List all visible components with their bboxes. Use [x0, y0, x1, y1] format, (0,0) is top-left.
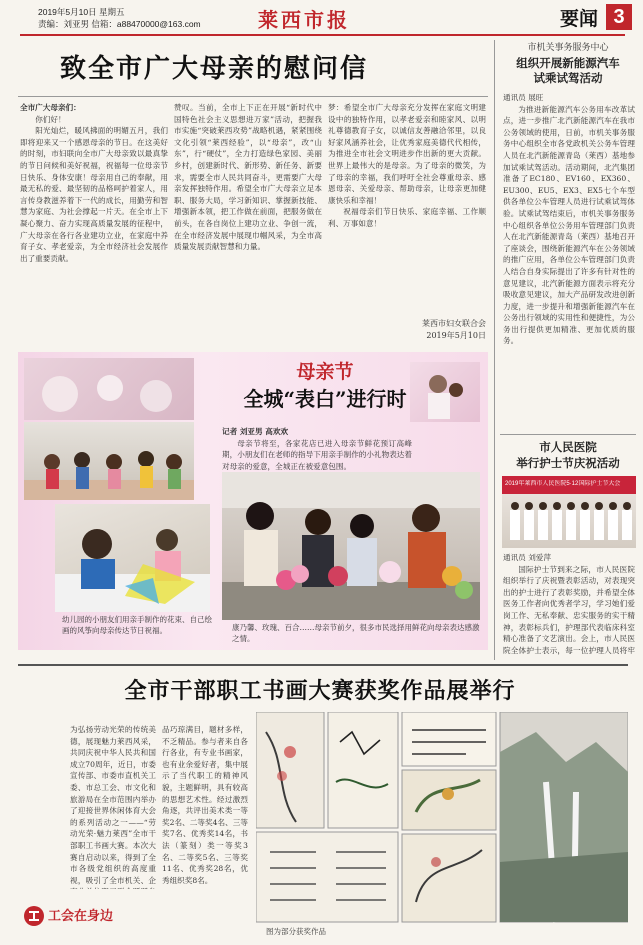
right-photo-caption: 康乃馨、玫瑰、百合……母亲节前夕，很多市民选择用鲜花向母亲表达感激之情。	[232, 623, 480, 643]
main-headline: 致全市广大母亲的慰问信	[60, 54, 369, 84]
greeting: 全市广大母亲们：	[20, 103, 81, 112]
feature-intro	[222, 426, 412, 472]
feature-title-line2: 全城“表白”进行时	[243, 387, 407, 411]
signature-date: 2019年5月10日	[426, 331, 486, 340]
sidebar-bottom-article	[503, 552, 635, 657]
feature-title-line1: 母亲节	[296, 361, 354, 383]
page-number: 3	[606, 4, 632, 30]
sidebar-top-subhead: 市机关事务服务中心	[527, 43, 609, 53]
sidebar-top-reporter: 通讯员 展旺	[503, 93, 544, 102]
nurses-photo-art	[502, 476, 636, 548]
union-logo-mark	[24, 906, 44, 926]
sidebar-top-article	[503, 92, 635, 432]
sidebar-top-body: 为推进新能源汽车公务用车改革试点，进一步推广北汽新能源汽车在我市公务领域的使用，日前，市机关事务服务中心组织全市各党政机关公务车管理人员在北汽新能源青岛（莱西）基地参加试乘试驾活动。活动期间，北汽集团准备了EC180、EV160、EX360、EU300、EU5、EX3、EX5七个车型供各单位公车管理人员进行试乘试驾体验。试乘试驾结束后，市机关事务服务中心组织各单位公务用车管理部门负责人在北汽新能源青岛（莱西）基地召开了座谈会，围绕新能源汽车在公务领域的推广应用，各单位公车管理部门负责人结合自身实际提出了许多有针对性的意见建议，北汽新能源方面表示将充分吸收意见建议，加大产品研发改进创新力度，进一步提升和增强新能源汽车在公务出行领域的实用性和便捷性，为公务出行提供更加精准、更加优质的服务。	[503, 104, 635, 346]
kids-crafting-art	[55, 504, 210, 612]
masthead-rule	[20, 34, 625, 36]
sidebar-bottom-body: 国际护士节到来之际，市人民医院组织举行了庆祝暨表彰活动，对表现突出的护士进行了表彰奖励，并希望全体医务工作者向优秀者学习，学习她们爱岗工作、无私奉献、忠实服务的实干精神，表彰标兵们，护理部代表临床科室精心准备了文艺演出。会上，市人民医院全体护士表示，每一位护理人员将牢	[503, 564, 635, 655]
sidebar-bottom-reporter: 通讯员 刘爱萍	[503, 553, 551, 562]
artwork-collage	[256, 712, 628, 924]
masthead-info	[38, 6, 201, 30]
bottom-headline: 全市干部职工书画大赛获奖作品展举行	[124, 678, 516, 704]
masthead	[0, 0, 643, 36]
main-article-col1	[20, 102, 168, 350]
flower-shop-art	[222, 472, 480, 620]
left-photo-caption: 幼儿园的小朋友们用亲手制作的花束、自己绘画的风筝向母亲传达节日祝福。	[62, 615, 212, 635]
nurses-photo	[502, 476, 636, 548]
union-logo-icon	[24, 906, 44, 926]
sidebar-top-title-line2: 试乘试驾活动	[533, 71, 603, 85]
flower-shop-photo	[222, 472, 480, 620]
feature-title-photo-art	[410, 362, 480, 422]
newspaper-logo: 莱西市报	[258, 8, 350, 32]
col3-text: 梦：希望全市广大母亲充分发挥在家庭文明建设中的独特作用，以孝老爱亲和睦家风、以明礼尊德教育子女，以诚信友善融洽邻里，以良好家风涵养社会，让优秀家庭美德代代相传，为推进全市社会文明进步作出新的更大贡献。世界上最伟大的是母亲。为了母亲的微笑，为了母亲的幸福，我们呼吁全社会尊重母亲、感恩母亲、关爱母亲、帮助母亲，让母亲更加健康快乐和幸福！	[328, 103, 486, 205]
bottom-article-col2: 品巧琼满目，题材多样，不乏精品。参与者来自各行各业，有专业书画家，也有业余爱好者，集中展示了当代职工的精神风貌，主题鲜明，具有较高的思想艺术性。经过激烈角逐，共评出美术类一等奖2名、二等奖4名、三等奖7名、优秀奖14名，书法（篆刻）类一等奖3名、二等奖5名、三等奖11名、优秀奖28名，优秀组织奖8名。	[162, 725, 248, 885]
feature-photo-top-left-art	[24, 358, 194, 420]
nurses-photo-banner: 2019年莱西市人民医院5·12国际护士节大会	[505, 481, 621, 487]
bottom-article-col1: 为弘扬劳动光荣的传统美德，展现魅力莱西风采，共同庆祝中华人民共和国成立70周年，近日，市委宣传部、市委市直机关工委、市总工会、市文化和旅游局在全市范围内举办了迎接世界休闲体育大会的系列活动之一——“劳动光荣·魅力莱西”全市干部职工书画大赛。本次大赛自启动以来，得到了全市各级党组织的高度重视，吸引了全市机关、企	[70, 725, 156, 885]
sidebar-bottom-title-line2: 举行护士节庆祝活动	[516, 456, 620, 470]
col1-text: 阳光灿烂，暖风拂面的明媚五月，我们即将迎来又一个感恩母亲的节日。在这美好的时刻，市妇联向全市广大母亲致以最真挚的节日问候和美好祝福，祝福每一位母亲节日快乐、身体安康！母亲用自己的奉献，用最无私的爱、最坚韧的品格呵护着家人，用言传身教滋养着下一代的成长，用勤劳和智慧为家庭、为社会撑起一片天。在全市上下凝心聚力、奋力实现高质量发展的征程中，广大母亲在各行各业建功立业，在家庭中养育子女、孝老爱亲，为全市经济社会发展作出了重要贡献。	[20, 126, 168, 263]
section-title: 要闻	[560, 8, 599, 30]
signature-block	[328, 318, 486, 342]
feature-intro-text: 母亲节将至，各家花店已进入母亲节鲜花预订高峰期，小朋友们在老师的指导下用亲手制作的小礼物表达着对母亲的爱意，全城正在被爱意包围。	[222, 438, 412, 471]
main-headline-rule	[18, 96, 488, 97]
footer-slogan: 工会在身边	[48, 909, 114, 924]
greeting2: 你们好！	[35, 114, 66, 124]
artwork-caption: 图为部分获奖作品	[266, 927, 326, 936]
main-article-col3	[328, 102, 486, 312]
main-article-col2: 赞叹。当前，全市上下正在开展“新时代中国特色社会主义思想进万家”活动，把握我市实施“突破莱西攻势”战略机遇，紧紧围绕文化引领“莱西经验”，以“母亲”，改“山东”，行“硬仗”，全力打造绿色家园、美丽乡村，创建新时代、新形势、新任务、新要求，需要全市人民共同奋斗，更需要广大母亲发挥独特作用。希望全市广大母亲立足本职、服务大局，学习新知识、掌握新技能、增强新本领，把工作做在前面，把服务做在前头，在各自岗位上建功立业、争创一流，在全市经济发展中展现巾帼风采，为全市高质量发展贡献智慧和力量。	[174, 103, 322, 252]
editor-line: 责编：刘亚男 信箱：a88470000@163.com	[38, 19, 201, 29]
closing-text: 祝福母亲们节日快乐、家庭幸福、工作顺利、万事如意！	[328, 207, 486, 228]
date-line: 2019年5月10日 星期五	[38, 7, 125, 17]
column-divider	[494, 40, 495, 660]
kids-crafting-photo	[55, 504, 210, 612]
bottom-section-rule	[18, 664, 628, 666]
feature-reporter: 记者 刘亚男 高欢欢	[222, 427, 289, 436]
feature-title-photo	[410, 362, 480, 422]
signature: 莱西市妇女联合会	[422, 319, 486, 328]
sidebar-bottom-title-line1: 市人民医院	[539, 440, 597, 454]
sidebar-divider	[500, 434, 636, 435]
artwork-collage-art	[256, 712, 628, 924]
feature-photo-top-left	[24, 358, 194, 420]
sidebar-top-title-line1: 组织开展新能源汽车	[516, 56, 620, 70]
